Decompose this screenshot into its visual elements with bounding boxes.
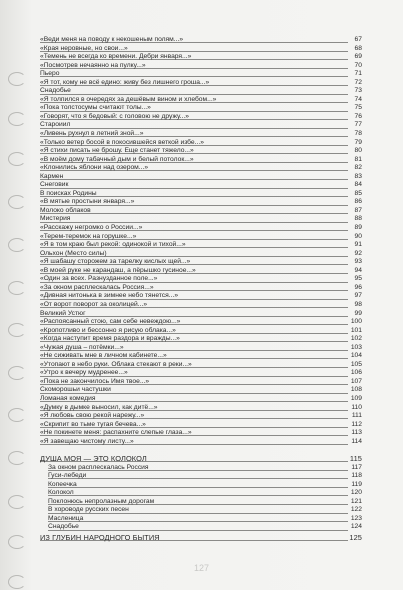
toc-entry-title: «Я тот, кому не всё едино: живу без лишнего гроша...» [40, 78, 210, 86]
toc-entry-page: 107 [350, 377, 362, 385]
leader-dots [40, 76, 348, 77]
toc-entry-page: 109 [350, 394, 362, 402]
toc-entry [48, 498, 362, 507]
toc-entry-page: 96 [354, 283, 362, 291]
section-contents [40, 534, 362, 543]
toc-entry [40, 386, 362, 395]
binder-ring [8, 408, 26, 422]
toc-entry [40, 198, 362, 207]
toc-entry-title: «Утро к вечеру мудренее...» [40, 369, 128, 377]
toc-entry-page: 97 [354, 292, 362, 300]
toc-entry [48, 515, 362, 524]
toc-entry-title: «Я любовь свою рекой нарежу...» [40, 412, 145, 420]
toc-entry [40, 369, 362, 378]
page-number: 127 [193, 563, 210, 573]
toc-entry [40, 335, 362, 344]
toc-entry-page: 70 [354, 61, 362, 69]
toc-entry-page: 112 [351, 420, 362, 428]
toc-entry-page: 93 [354, 258, 362, 266]
toc-entry [40, 318, 362, 327]
binder-ring [8, 575, 26, 589]
toc-entry-page: 79 [354, 138, 362, 146]
leader-dots [48, 487, 348, 488]
toc-entry-title: «Терем-теремок на горушке...» [40, 232, 137, 240]
toc-entry-page: 69 [354, 53, 362, 61]
toc-entry-title: Молоко облаков [40, 206, 91, 214]
toc-entry-title: «Посмотрев нечаянно на пулку...» [40, 61, 146, 69]
toc-entry-title: Скоморошьи частушки [40, 386, 111, 394]
toc-entry-title: «Когда наступит время раздора и вражды...» [40, 335, 180, 343]
toc-entry-page: 106 [350, 369, 362, 377]
toc-entry-title: Колокол [48, 489, 74, 497]
toc-entry-page: 88 [354, 215, 362, 223]
toc-entry [40, 190, 362, 199]
toc-entry-page: 91 [354, 241, 362, 249]
toc-entry-title: «Скрипит во тьме тугая бечева...» [40, 420, 146, 428]
toc-entry-page: 94 [354, 266, 362, 274]
toc-entry-page: 113 [351, 429, 362, 437]
toc-entry [40, 361, 362, 370]
toc-entry-page: 111 [351, 412, 362, 420]
toc-entry [40, 113, 362, 122]
toc-entry [40, 327, 362, 336]
toc-entry-title: Копеечка [48, 480, 77, 488]
leader-dots [40, 179, 348, 180]
toc-entry-title: «В моей руке не карандаш, а пёрышко гусиное...» [40, 266, 196, 274]
toc-entry-title: «Клонились яблони над озером...» [40, 164, 149, 172]
toc-entry-title: Гуси-лебеди [48, 472, 87, 480]
binder-ring [8, 238, 26, 252]
toc-entry-title: «Ливень рухнул в летний зной...» [40, 130, 144, 138]
toc-entry [40, 233, 362, 242]
toc-entry [40, 429, 362, 438]
toc-entry [40, 275, 362, 284]
toc-entry-title: «Чужая душа – потёмки...» [40, 343, 124, 351]
leader-dots [40, 188, 348, 189]
section-title: ДУША МОЯ — ЭТО КОЛОКОЛ [40, 454, 147, 463]
toc-entry-page: 108 [350, 386, 362, 394]
toc-entry [40, 53, 362, 62]
toc-entry-page: 123 [350, 514, 362, 522]
toc-entry-title: «Только ветер босой в покосившейся веткой избе...» [40, 138, 204, 146]
toc-entry [48, 506, 362, 515]
toc-entry [40, 173, 362, 182]
toc-entry-page: 76 [354, 112, 362, 120]
toc-entry-title: «От ворот поворот за околицей...» [40, 300, 148, 308]
toc-entry-page: 102 [350, 335, 362, 343]
toc-entry-title: Великий Устюг [40, 309, 86, 317]
toc-entry [48, 472, 362, 481]
toc-entry [40, 241, 362, 250]
toc-entry-title: «Я в том краю был рекой: одинокой и тихой...» [40, 241, 186, 249]
toc-entry [40, 258, 362, 267]
toc-entry [40, 164, 362, 173]
toc-entry [40, 292, 362, 301]
toc-entry-title: «Распоясанный стою, сам себе невеждою...» [40, 318, 181, 326]
binder-ring [8, 323, 26, 337]
toc-entry-title: «Пока не закончилось Имя твое...» [40, 377, 150, 385]
toc-entry [40, 45, 362, 54]
toc-entry-title: «Края неровные, но свои...» [40, 44, 128, 52]
binder-ring [8, 152, 26, 166]
toc-entry [40, 438, 362, 447]
toc-entry-page: 80 [354, 147, 362, 155]
toc-entry [40, 310, 362, 319]
toc-entry-title: «Думку в дымке выносил, как дитё...» [40, 403, 158, 411]
section-items [40, 464, 362, 532]
toc-entry-page: 120 [350, 489, 362, 497]
table-of-contents [40, 36, 362, 446]
toc-entry-title: Снадобье [40, 87, 71, 95]
toc-entry-title: Кармен [40, 172, 64, 180]
toc-entry-title: «В моём дому табачный дым и белый потолок...» [40, 155, 194, 163]
toc-entry-page: 68 [354, 44, 362, 52]
toc-entry-page: 104 [350, 352, 362, 360]
binder-ring [8, 195, 26, 209]
toc-entry-title: В хороводе русских песен [48, 506, 129, 514]
toc-entry-page: 84 [354, 181, 362, 189]
binder-ring [8, 451, 26, 465]
toc-entry [40, 404, 362, 413]
toc-entry-page: 117 [351, 463, 362, 471]
binder-ring [8, 366, 26, 380]
toc-entry [40, 215, 362, 224]
toc-entry [40, 421, 362, 430]
toc-entry-page: 124 [350, 523, 362, 531]
toc-entry-title: Ольхон (Место силы) [40, 249, 107, 257]
toc-entry-page: 100 [350, 318, 362, 326]
toc-entry-title: «Утопают в небо руки. Облака стекают в реки...» [40, 360, 192, 368]
binder-ring [8, 535, 26, 549]
toc-entry [40, 156, 362, 165]
binder-ring [8, 112, 26, 126]
toc-entry [40, 96, 362, 105]
toc-entry [40, 70, 362, 79]
toc-entry-page: 99 [354, 309, 362, 317]
section-page-number: 115 [349, 454, 362, 463]
toc-entry [48, 523, 362, 532]
toc-entry-title: В поисках Родины [40, 189, 97, 197]
toc-entry-title: Снадобье [48, 523, 79, 531]
toc-entry-page: 105 [350, 360, 362, 368]
toc-entry [48, 464, 362, 473]
toc-entry-page: 118 [351, 472, 362, 480]
toc-entry-title: «За окном расплескалась Россия...» [40, 283, 154, 291]
toc-entry-title: Поклонюсь непролазным дорогам [48, 497, 155, 505]
toc-entry [40, 36, 362, 45]
leader-dots [40, 222, 348, 223]
toc-entry-page: 121 [350, 497, 362, 505]
toc-entry-page: 83 [354, 172, 362, 180]
section-contents [40, 455, 362, 532]
toc-entry [40, 207, 362, 216]
toc-entry-page: 87 [354, 206, 362, 214]
toc-entry [40, 395, 362, 404]
toc-entry-title: Мистерия [40, 215, 71, 223]
toc-entry-title: Пьеро [40, 70, 60, 78]
toc-entry [40, 344, 362, 353]
toc-entry-page: 103 [350, 343, 362, 351]
toc-entry [40, 121, 362, 130]
toc-entry-page: 72 [354, 78, 362, 86]
toc-entry-page: 75 [354, 104, 362, 112]
toc-entry [40, 224, 362, 233]
toc-entry-page: 77 [354, 121, 362, 129]
toc-entry-title: «Я шабашу сторожем за тарелку кислых щей...» [40, 258, 191, 266]
toc-entry-page: 89 [354, 224, 362, 232]
leader-dots [48, 495, 348, 496]
leader-dots [48, 521, 348, 522]
toc-entry-title: «Пока толстосумы считают толы...» [40, 104, 151, 112]
toc-entry-page: 114 [351, 437, 362, 445]
toc-entry-title: «Темень не всегда ко времени. Дебри января...» [40, 53, 192, 61]
toc-entry-page: 110 [351, 403, 362, 411]
leader-dots [48, 478, 348, 479]
toc-entry-page: 90 [354, 232, 362, 240]
toc-entry-title: Снеговик [40, 181, 69, 189]
toc-entry [40, 62, 362, 71]
toc-entry-page: 92 [354, 249, 362, 257]
toc-entry [40, 139, 362, 148]
section-page-number: 125 [349, 533, 362, 542]
toc-entry-page: 71 [354, 70, 362, 78]
toc-entry-title: «Веди меня на поводу к некошеным полям...» [40, 36, 184, 43]
toc-entry-page: 86 [354, 198, 362, 206]
toc-entry-page: 73 [354, 87, 362, 95]
toc-entry [40, 301, 362, 310]
toc-entry-title: За окном расплескалась Россия [48, 463, 149, 471]
toc-entry [40, 79, 362, 88]
toc-entry [40, 352, 362, 361]
toc-section-heading [40, 455, 362, 464]
toc-entry-title: «Я завещаю чистому листу...» [40, 437, 134, 445]
toc-entry [48, 481, 362, 490]
toc-entry-page: 81 [354, 155, 362, 163]
section-title: ИЗ ГЛУБИН НАРОДНОГО БЫТИЯ [40, 533, 160, 542]
toc-entry-title: «Не покинете меня: распахните слепые глаза...» [40, 429, 192, 437]
toc-entry-page: 82 [354, 164, 362, 172]
toc-entry-title: «Расскажу негромко о России...» [40, 224, 143, 232]
toc-entry-page: 67 [354, 36, 362, 43]
leader-dots [40, 316, 348, 317]
toc-section-heading [40, 534, 362, 543]
toc-entry [40, 412, 362, 421]
toc-entry-title: Ломаная комедия [40, 394, 96, 402]
leader-dots [48, 530, 348, 531]
binder-ring [8, 281, 26, 295]
toc-entry-title: «В мятые простыни января...» [40, 198, 135, 206]
toc-entry [40, 104, 362, 113]
toc-entry [40, 250, 362, 259]
toc-entry [40, 267, 362, 276]
toc-entry [40, 130, 362, 139]
leader-dots [40, 128, 348, 129]
toc-entry [40, 87, 362, 96]
binder-ring [8, 495, 26, 509]
leader-dots [40, 94, 348, 95]
toc-entry-page: 95 [354, 275, 362, 283]
toc-entry [40, 378, 362, 387]
toc-entry-title: «Дивная нитонька в зимнее небо тянется...» [40, 292, 179, 300]
toc-entry-page: 98 [354, 300, 362, 308]
toc-entry-title: «Я толпился в очередях за дешёвым вином и хлебом...» [40, 95, 217, 103]
toc-entry-page: 74 [354, 95, 362, 103]
toc-entry-title: «Я стихи писать не брошу. Еще станет тяжело...» [40, 147, 194, 155]
toc-entry-page: 122 [350, 506, 362, 514]
toc-entry-page: 101 [350, 326, 362, 334]
toc-entry-title: Староиил [40, 121, 71, 129]
toc-entry-title: «Говорят, что я бедовый: с головою не дружу...» [40, 112, 189, 120]
toc-entry-title: «Один за всех. Разнузданное поле...» [40, 275, 158, 283]
toc-entry [40, 147, 362, 156]
toc-entry-page: 78 [354, 130, 362, 138]
toc-entry [48, 489, 362, 498]
toc-entry-page: 85 [354, 189, 362, 197]
toc-entry-title: Масленица [48, 514, 84, 522]
toc-entry-page: 119 [351, 480, 362, 488]
toc-entry [40, 181, 362, 190]
toc-entry-title: «Не сиживать мне в личном кабинете...» [40, 352, 167, 360]
toc-entry-title: «Кропотливо и бессонно я рисую облака...» [40, 326, 176, 334]
binder-ring [8, 72, 26, 86]
